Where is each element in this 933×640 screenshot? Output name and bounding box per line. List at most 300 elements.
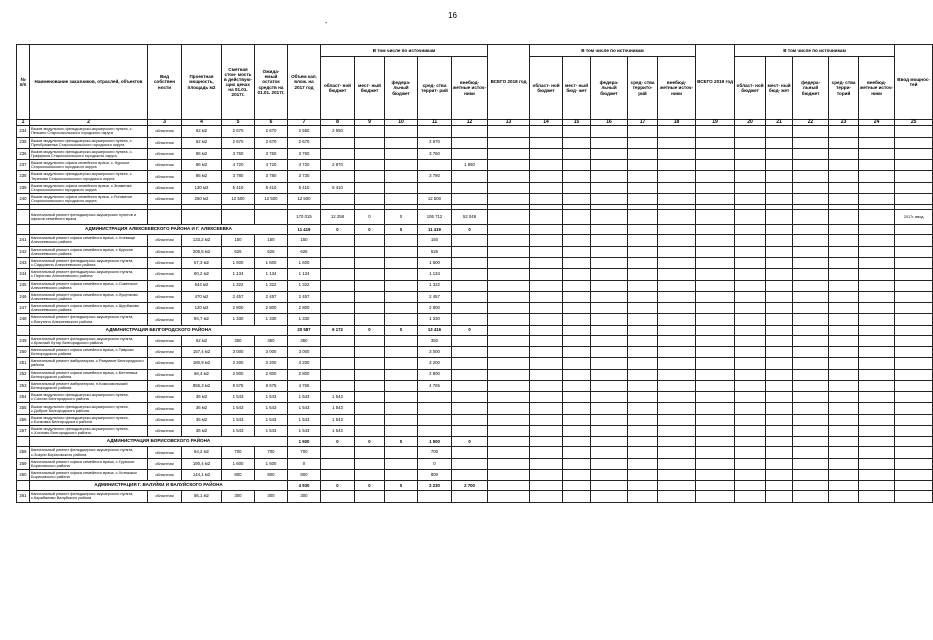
table-row — [17, 314, 933, 325]
empty-cell — [696, 414, 735, 425]
cell-capacity: 57,3 м2 — [182, 257, 222, 268]
empty-cell — [628, 369, 658, 380]
cell-name: Вызов модульного фельдшерско-акушерского пункта, с.Доброе Белгородского района — [30, 403, 148, 414]
section-row — [17, 481, 933, 491]
empty-cell — [859, 347, 895, 358]
empty-cell — [793, 358, 829, 369]
empty-cell — [859, 403, 895, 414]
empty-cell — [829, 235, 859, 246]
empty-cell — [766, 403, 793, 414]
cell-remainder: 1 134 — [255, 269, 288, 280]
empty-cell — [735, 403, 766, 414]
cell-ownership: областная — [148, 414, 182, 425]
empty-cell — [563, 314, 591, 325]
cell-remainder: 4 720 — [255, 160, 288, 171]
cell-capacity: 133,2 м2 — [182, 235, 222, 246]
cell-commission — [895, 182, 933, 193]
cell-no: 256 — [17, 414, 30, 425]
cell-commission — [895, 314, 933, 325]
empty-cell — [793, 246, 829, 257]
empty-cell — [628, 447, 658, 458]
empty-cell — [766, 426, 793, 437]
empty-cell — [563, 369, 591, 380]
cell-remainder: 3 200 — [255, 358, 288, 369]
cell-territorial: 2 230 — [418, 481, 452, 491]
cell-federal — [385, 447, 418, 458]
cell-volume: 626 — [288, 246, 321, 257]
empty-cell — [563, 335, 591, 346]
cell-remainder: 2 800 — [255, 369, 288, 380]
empty-cell — [859, 325, 895, 335]
cell-volume: 1 543 — [288, 392, 321, 403]
empty-cell — [696, 235, 735, 246]
cell-extrabudget — [452, 392, 488, 403]
empty-cell — [563, 358, 591, 369]
empty-cell — [563, 447, 591, 458]
empty-cell — [829, 347, 859, 358]
cell-extrabudget — [452, 194, 488, 205]
empty-cell — [696, 437, 735, 447]
cell-federal — [385, 126, 418, 137]
cell-local — [355, 280, 385, 291]
cell-remainder: 350 — [255, 335, 288, 346]
table-row — [17, 257, 933, 268]
empty-cell — [628, 314, 658, 325]
empty-cell — [628, 358, 658, 369]
empty-cell — [628, 210, 658, 225]
column-number: 16 — [591, 120, 628, 126]
cell-territorial — [418, 491, 452, 502]
empty-cell — [628, 335, 658, 346]
empty-cell — [829, 137, 859, 148]
empty-cell — [793, 210, 829, 225]
table-row — [17, 137, 933, 148]
cell-local — [355, 347, 385, 358]
col-regional-2018: област- ной бюджет — [530, 57, 563, 120]
empty-cell — [766, 447, 793, 458]
cell-volume: 3 200 — [288, 358, 321, 369]
empty-cell — [793, 225, 829, 235]
empty-cell — [563, 469, 591, 480]
cell-territorial — [418, 126, 452, 137]
section-title: АДМИНИСТРАЦИЯ Г. ВАЛУЙКИ И ВАЛУЙСКОГО РАЙОНА — [30, 481, 288, 491]
empty-cell — [658, 426, 696, 437]
cell-federal: 0 — [385, 225, 418, 235]
empty-cell — [829, 171, 859, 182]
empty-cell — [530, 469, 563, 480]
col-territorial-2019: сред- ства терри- торий — [829, 57, 859, 120]
table-row — [17, 235, 933, 246]
cell-name: Капитальный ремонт офиса семейного врача, с.Хлевище Алексеевского района — [30, 235, 148, 246]
column-number: 6 — [255, 120, 288, 126]
column-number: 14 — [530, 120, 563, 126]
empty-cell — [793, 303, 829, 314]
cell-ownership: областная — [148, 160, 182, 171]
column-number: 1 — [17, 120, 30, 126]
cell-ownership: областная — [148, 403, 182, 414]
empty-cell — [591, 137, 628, 148]
cell-commission — [895, 347, 933, 358]
section-title: АДМИНИСТРАЦИЯ БОРИСОВСКОГО РАЙОНА — [30, 437, 288, 447]
cell-extrabudget: 2 700 — [452, 481, 488, 491]
column-number: 11 — [418, 120, 452, 126]
empty-cell — [735, 182, 766, 193]
cell-name: Вызов модульного фельдшерско-акушерского пункта, с.Хохлово Белгородского района — [30, 426, 148, 437]
empty-cell — [488, 303, 530, 314]
group-sources-2018: В том числе по источникам — [530, 45, 696, 57]
cell-local — [355, 335, 385, 346]
empty-cell — [530, 171, 563, 182]
cell-ownership: областная — [148, 246, 182, 257]
cell-remainder: 12 500 — [255, 194, 288, 205]
empty-cell — [591, 269, 628, 280]
cell-commission — [895, 458, 933, 469]
empty-cell — [859, 358, 895, 369]
cell-federal — [385, 358, 418, 369]
cell-remainder: 2 800 — [255, 303, 288, 314]
cell-name: Капитальный ремонт офиса семейного врача, с.Советское Алексеевского района — [30, 280, 148, 291]
cell-local — [355, 447, 385, 458]
cell-federal: 0 — [385, 437, 418, 447]
col-territorial-2017: сред- ства террит- рий — [418, 57, 452, 120]
empty-cell — [859, 469, 895, 480]
empty-cell — [628, 325, 658, 335]
cell-territorial: 1 500 — [418, 437, 452, 447]
cell-extrabudget — [452, 491, 488, 502]
empty-cell — [628, 481, 658, 491]
empty-cell — [829, 358, 859, 369]
cell-extrabudget: 0 — [452, 437, 488, 447]
cell-territorial — [418, 426, 452, 437]
empty-cell — [628, 182, 658, 193]
cell-federal: 0 — [385, 210, 418, 225]
cell-capacity: 544 м2 — [182, 280, 222, 291]
cell-ownership: областная — [148, 358, 182, 369]
empty-cell — [658, 269, 696, 280]
cell-extrabudget — [452, 403, 488, 414]
empty-cell — [658, 491, 696, 502]
table-row — [17, 491, 933, 502]
empty-cell — [766, 235, 793, 246]
cell-extrabudget — [452, 171, 488, 182]
empty-cell — [658, 335, 696, 346]
cell-local — [355, 414, 385, 425]
empty-cell — [829, 314, 859, 325]
cell-name: Вызов модульного офиса семейного врача, с.Знаменка Старооскольского городского округа — [30, 182, 148, 193]
cell-commission — [895, 335, 933, 346]
cell-capacity: 180,9 м2 — [182, 358, 222, 369]
empty-cell — [530, 325, 563, 335]
cell-volume: 4 930 — [288, 481, 321, 491]
empty-cell — [829, 369, 859, 380]
cell-ownership: областная — [148, 280, 182, 291]
empty-cell — [628, 426, 658, 437]
cell-territorial: 11 419 — [418, 225, 452, 235]
cell-volume: 1 330 — [288, 314, 321, 325]
cell-extrabudget — [452, 380, 488, 391]
cell-volume: 20 587 — [288, 325, 321, 335]
empty-cell — [488, 160, 530, 171]
cell-regional — [321, 358, 355, 369]
empty-cell — [591, 291, 628, 302]
empty-cell — [793, 194, 829, 205]
empty-cell — [696, 137, 735, 148]
group-sources-2019: В том числе по источникам — [735, 45, 895, 57]
empty-cell — [530, 291, 563, 302]
empty-cell — [628, 171, 658, 182]
cell-ownership: областная — [148, 335, 182, 346]
empty-cell — [488, 246, 530, 257]
empty-cell — [563, 325, 591, 335]
empty-cell — [628, 269, 658, 280]
empty-cell — [696, 126, 735, 137]
col-ownership: Вид собствен ности — [148, 45, 182, 120]
empty-cell — [766, 246, 793, 257]
page-number: 16 — [448, 11, 457, 20]
empty-cell — [895, 325, 933, 335]
section-title: АДМИНИСТРАЦИЯ АЛЕКСЕЕВСКОГО РАЙОНА И Г. АЛЕКСЕЕВКА — [30, 225, 288, 235]
empty-cell — [628, 380, 658, 391]
empty-cell — [829, 335, 859, 346]
col-extrabudget-2017: внебюд- жетные источ- ники — [452, 57, 488, 120]
empty-cell — [895, 437, 933, 447]
empty-cell — [591, 437, 628, 447]
empty-cell — [829, 437, 859, 447]
cell-regional — [321, 458, 355, 469]
cell-local — [355, 469, 385, 480]
empty-cell — [735, 235, 766, 246]
cell-name: Капитальный ремонт фельдшерско-акушерского пункта, с.Ватутино Алексеевского района — [30, 314, 148, 325]
cell-federal — [385, 137, 418, 148]
cell-federal — [385, 458, 418, 469]
cell-no: 257 — [17, 426, 30, 437]
empty-cell — [658, 414, 696, 425]
empty-cell — [591, 491, 628, 502]
empty-cell — [530, 280, 563, 291]
empty-cell — [658, 225, 696, 235]
cell-federal — [385, 303, 418, 314]
empty-cell — [658, 481, 696, 491]
empty-cell — [628, 458, 658, 469]
empty-cell — [591, 481, 628, 491]
column-number: 12 — [452, 120, 488, 126]
col-volume: Объем кап. влож. на 2017 год — [288, 45, 321, 120]
cell-name: Вызов модульного офиса семейного врача, с.Роговатое Старооскольского городского округа — [30, 194, 148, 205]
column-number: 17 — [628, 120, 658, 126]
empty-cell — [859, 481, 895, 491]
cell-name: Капитальный ремонт офиса семейного врача, с.Бехтеевка Белгородского района — [30, 369, 148, 380]
empty-cell — [829, 269, 859, 280]
cell-regional — [321, 314, 355, 325]
empty-cell — [658, 210, 696, 225]
empty-cell — [696, 182, 735, 193]
empty-cell — [488, 325, 530, 335]
cell-territorial: 1 600 — [418, 257, 452, 268]
cell-extrabudget — [452, 347, 488, 358]
empty-cell — [530, 257, 563, 268]
empty-cell — [488, 269, 530, 280]
cell-volume: 1 500 — [288, 437, 321, 447]
cell-no: 238 — [17, 171, 30, 182]
cell-estimate: 5 410 — [222, 182, 255, 193]
cell-volume: 2 800 — [288, 303, 321, 314]
cell-remainder: 1 543 — [255, 403, 288, 414]
empty-cell — [735, 257, 766, 268]
empty-cell — [563, 280, 591, 291]
empty-cell — [696, 291, 735, 302]
cell-commission — [895, 369, 933, 380]
cell-volume: 0 — [288, 458, 321, 469]
empty-cell — [488, 257, 530, 268]
cell-estimate: 1 543 — [222, 403, 255, 414]
empty-cell — [591, 447, 628, 458]
empty-cell — [735, 426, 766, 437]
cell-no: 258 — [17, 447, 30, 458]
empty-cell — [563, 246, 591, 257]
empty-cell — [735, 225, 766, 235]
empty-cell — [793, 235, 829, 246]
cell-estimate — [222, 210, 255, 225]
col-total-2019: ВСЕГО 2019 год — [696, 45, 735, 120]
cell-no: 251 — [17, 358, 30, 369]
empty-cell — [766, 148, 793, 159]
empty-cell — [766, 369, 793, 380]
table-row — [17, 280, 933, 291]
col-estimate: Сметная стои- мость в действую- щих ценах на 01.01. 2017г. — [222, 45, 255, 120]
cell-name: Капитальный ремонт амбулатории, с.Разумное Белгородского района — [30, 358, 148, 369]
cell-name: Капитальный ремонт фельдшерско-акушерских пунктов и офисов семейного врача — [30, 210, 148, 225]
cell-estimate: 800 — [222, 469, 255, 480]
empty-cell — [628, 392, 658, 403]
empty-cell — [735, 291, 766, 302]
col-territorial-2018: сред- ства террито- рий — [628, 57, 658, 120]
empty-cell — [735, 458, 766, 469]
empty-cell — [591, 126, 628, 137]
empty-cell — [859, 126, 895, 137]
column-number: 10 — [385, 120, 418, 126]
empty-cell — [488, 291, 530, 302]
empty-cell — [735, 369, 766, 380]
empty-cell — [793, 314, 829, 325]
cell-ownership: областная — [148, 126, 182, 137]
empty-cell — [658, 447, 696, 458]
cell-commission — [895, 392, 933, 403]
empty-cell — [563, 210, 591, 225]
empty-cell — [563, 291, 591, 302]
empty-cell — [895, 225, 933, 235]
empty-cell — [793, 325, 829, 335]
empty-cell — [530, 210, 563, 225]
cell-name: Капитальный ремонт офиса семейного врача, с.Хотмыжск Борисовского района — [30, 469, 148, 480]
empty-cell — [696, 481, 735, 491]
cell-regional: 2 550 — [321, 126, 355, 137]
cell-estimate: 1 600 — [222, 458, 255, 469]
cell-capacity: 86 м2 — [182, 148, 222, 159]
cell-territorial: 2 670 — [418, 137, 452, 148]
cell-regional — [321, 380, 355, 391]
empty-cell — [766, 469, 793, 480]
column-number: 20 — [735, 120, 766, 126]
empty-cell — [696, 148, 735, 159]
empty-cell — [735, 171, 766, 182]
empty-cell — [766, 358, 793, 369]
cell-regional — [321, 280, 355, 291]
empty-cell — [563, 437, 591, 447]
empty-cell — [766, 137, 793, 148]
cell-extrabudget — [452, 303, 488, 314]
table-row — [17, 194, 933, 205]
column-number: 9 — [355, 120, 385, 126]
empty-cell — [658, 403, 696, 414]
cell-no: 244 — [17, 269, 30, 280]
empty-cell — [696, 257, 735, 268]
empty-cell — [530, 458, 563, 469]
empty-cell — [735, 335, 766, 346]
col-total-2018: ВСЕГО 2018 год — [488, 45, 530, 120]
cell-federal — [385, 280, 418, 291]
cell-federal — [385, 235, 418, 246]
cell-estimate: 12 500 — [222, 194, 255, 205]
empty-cell — [658, 291, 696, 302]
cell-local: 0 — [355, 437, 385, 447]
cell-territorial: 3 000 — [418, 347, 452, 358]
cell-ownership: областная — [148, 171, 182, 182]
cell-territorial: 800 — [418, 469, 452, 480]
cell-federal — [385, 194, 418, 205]
cell-federal — [385, 335, 418, 346]
cell-regional — [321, 194, 355, 205]
cell-extrabudget — [452, 291, 488, 302]
empty-cell — [628, 414, 658, 425]
empty-cell — [563, 194, 591, 205]
cell-volume: 3 000 — [288, 347, 321, 358]
cell-regional — [321, 469, 355, 480]
empty-cell — [859, 291, 895, 302]
cell-regional: 12 258 — [321, 210, 355, 225]
cell-extrabudget — [452, 257, 488, 268]
cell-volume: 300 — [288, 491, 321, 502]
empty-cell — [793, 171, 829, 182]
cell-capacity: 62 м2 — [182, 335, 222, 346]
empty-cell — [696, 194, 735, 205]
cell-name: Капитальный ремонт фельдшерско-акушерского пункта, с.Зозули Борисовского района — [30, 447, 148, 458]
cell-federal — [385, 369, 418, 380]
empty-cell — [530, 347, 563, 358]
empty-cell — [530, 137, 563, 148]
cell-regional: 0 — [321, 437, 355, 447]
empty-cell — [530, 194, 563, 205]
col-local-2017: мест- ный бюджет — [355, 57, 385, 120]
cell-extrabudget: 0 — [452, 225, 488, 235]
empty-cell — [859, 160, 895, 171]
cell-volume: 4 720 — [288, 160, 321, 171]
cell-local — [355, 257, 385, 268]
cell-local — [355, 171, 385, 182]
column-number: 7 — [288, 120, 321, 126]
empty-cell — [735, 148, 766, 159]
cell-territorial: 4 765 — [418, 380, 452, 391]
column-number: 15 — [563, 120, 591, 126]
cell-no: 239 — [17, 182, 30, 193]
empty-cell — [488, 280, 530, 291]
empty-cell — [735, 314, 766, 325]
empty-cell — [766, 269, 793, 280]
cell-capacity: 36 м2 — [182, 414, 222, 425]
empty-cell — [530, 126, 563, 137]
cell-regional — [321, 291, 355, 302]
investment-table — [16, 44, 933, 503]
empty-cell — [766, 414, 793, 425]
